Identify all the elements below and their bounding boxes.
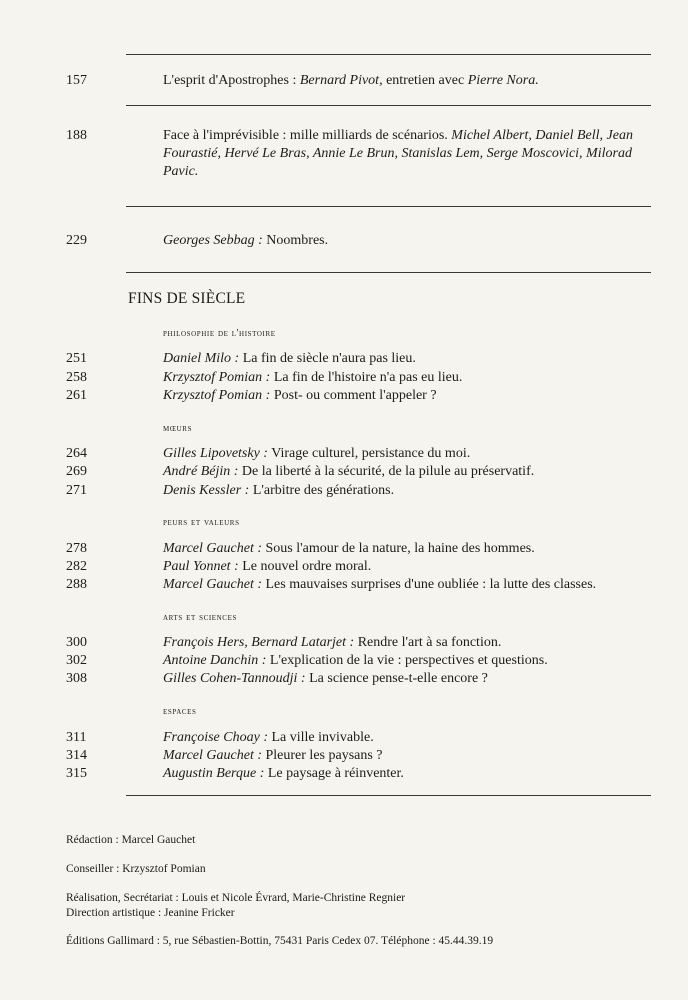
subsection-heading: mœurs bbox=[163, 423, 193, 434]
entry-author: Pavic. bbox=[163, 164, 199, 179]
entry-title: Post- ou comment l'appeler ? bbox=[270, 388, 437, 403]
entry-text bbox=[163, 576, 653, 594]
entry-title: La fin de l'histoire n'a pas eu lieu. bbox=[270, 370, 463, 385]
subsection-heading: espaces bbox=[163, 706, 197, 717]
subsection-heading: philosophie de l'histoire bbox=[163, 328, 276, 339]
entry-author: Marcel Gauchet : bbox=[163, 541, 262, 556]
page-number: 311 bbox=[66, 730, 87, 745]
entry-author: Krzysztof Pomian : bbox=[163, 370, 271, 385]
section-title: FINS DE SIÈCLE bbox=[128, 290, 246, 307]
entry-title: La ville invivable. bbox=[267, 730, 374, 745]
entry-text bbox=[163, 652, 653, 670]
entry-title: De la liberté à la sécurité, de la pilule au préservatif. bbox=[238, 464, 535, 479]
entry-author: Augustin Berque : bbox=[163, 766, 265, 781]
page-number: 251 bbox=[66, 351, 87, 366]
entry-author: Daniel Milo : bbox=[163, 351, 240, 366]
entry-author: Krzysztof Pomian : bbox=[163, 388, 271, 403]
entry-text bbox=[163, 232, 653, 250]
entry-author: Gilles Lipovetsky : bbox=[163, 446, 268, 461]
entry-text bbox=[163, 747, 653, 765]
entry-author: Françoise Choay : bbox=[163, 730, 268, 745]
entry-text bbox=[163, 445, 653, 463]
entry-title: Face à l'imprévisible : mille milliards de scénarios. bbox=[163, 128, 452, 143]
divider bbox=[126, 54, 651, 55]
divider bbox=[126, 795, 651, 796]
page-number: 188 bbox=[66, 128, 87, 143]
page-number: 314 bbox=[66, 748, 87, 763]
entry-author: Gilles Cohen-Tannoudji : bbox=[163, 671, 306, 686]
entry-author: Marcel Gauchet : bbox=[163, 577, 262, 592]
entry-author: Georges Sebbag : bbox=[163, 233, 263, 248]
page-number: 229 bbox=[66, 233, 87, 248]
credit-redaction: Rédaction : Marcel Gauchet bbox=[66, 834, 196, 846]
entry-text bbox=[163, 72, 653, 90]
entry-author: François Hers, Bernard Latarjet : bbox=[163, 635, 355, 650]
page-number: 278 bbox=[66, 541, 87, 556]
page-number: 288 bbox=[66, 577, 87, 592]
entry-text bbox=[163, 463, 653, 481]
entry-text bbox=[163, 387, 653, 405]
entry-title: Le nouvel ordre moral. bbox=[238, 559, 372, 574]
subsection-heading: peurs et valeurs bbox=[163, 517, 240, 528]
entry-title: L'explication de la vie : perspectives et questions. bbox=[266, 653, 548, 668]
entry-author: Marcel Gauchet : bbox=[163, 748, 262, 763]
page-number: 300 bbox=[66, 635, 87, 650]
credit-direction: Direction artistique : Jeanine Fricker bbox=[66, 907, 235, 919]
entry-text bbox=[163, 482, 653, 500]
entry-title: Sous l'amour de la nature, la haine des hommes. bbox=[262, 541, 535, 556]
entry-text bbox=[163, 634, 653, 652]
entry-title: La fin de siècle n'aura pas lieu. bbox=[239, 351, 416, 366]
entry-author: Fourastié, Hervé Le Bras, Annie Le Brun, Stanislas Lem, Serge Moscovici, Milorad bbox=[163, 146, 632, 161]
entry-title: L'esprit d'Apostrophes : bbox=[163, 73, 300, 88]
entry-text bbox=[163, 540, 653, 558]
entry-author: Paul Yonnet : bbox=[163, 559, 239, 574]
credit-conseiller: Conseiller : Krzysztof Pomian bbox=[66, 863, 206, 875]
entry-title: Le paysage à réinventer. bbox=[264, 766, 404, 781]
entry-text bbox=[163, 729, 653, 747]
entry-title: entretien avec bbox=[382, 73, 468, 88]
entry-title: La science pense-t-elle encore ? bbox=[305, 671, 488, 686]
entry-title: Rendre l'art à sa fonction. bbox=[354, 635, 502, 650]
entry-author: Pierre Nora. bbox=[467, 73, 539, 88]
entry-title: Noombres. bbox=[262, 233, 329, 248]
entry-text bbox=[163, 670, 653, 688]
credit-realisation: Réalisation, Secrétariat : Louis et Nicole Évrard, Marie-Christine Regnier bbox=[66, 892, 406, 904]
entry-author: André Béjin : bbox=[163, 464, 239, 479]
page-number: 308 bbox=[66, 671, 87, 686]
entry-title: Virage culturel, persistance du moi. bbox=[267, 446, 471, 461]
divider bbox=[126, 272, 651, 273]
page-number: 315 bbox=[66, 766, 87, 781]
entry-author: Bernard Pivot, bbox=[299, 73, 383, 88]
divider bbox=[126, 206, 651, 207]
divider bbox=[126, 105, 651, 106]
entry-title: L'arbitre des générations. bbox=[249, 483, 395, 498]
entry-author: Denis Kessler : bbox=[163, 483, 250, 498]
entry-title: Pleurer les paysans ? bbox=[262, 748, 383, 763]
page-number: 264 bbox=[66, 446, 87, 461]
page-number: 261 bbox=[66, 388, 87, 403]
entry-text bbox=[163, 369, 653, 387]
credit-editions: Éditions Gallimard : 5, rue Sébastien-Bottin, 75431 Paris Cedex 07. Téléphone : 45.44.39.19 bbox=[66, 935, 494, 947]
page-number: 271 bbox=[66, 483, 87, 498]
entry-text bbox=[163, 127, 653, 181]
entry-text bbox=[163, 558, 653, 576]
page-number: 269 bbox=[66, 464, 87, 479]
entry-title: Les mauvaises surprises d'une oubliée : la lutte des classes. bbox=[262, 577, 597, 592]
page-number: 258 bbox=[66, 370, 87, 385]
entry-text bbox=[163, 350, 653, 368]
subsection-heading: arts et sciences bbox=[163, 612, 237, 623]
entry-author: Antoine Danchin : bbox=[163, 653, 267, 668]
entry-text bbox=[163, 765, 653, 783]
page-number: 282 bbox=[66, 559, 87, 574]
page-number: 302 bbox=[66, 653, 87, 668]
page-number: 157 bbox=[66, 73, 87, 88]
entry-author: Michel Albert, Daniel Bell, Jean bbox=[451, 128, 633, 143]
